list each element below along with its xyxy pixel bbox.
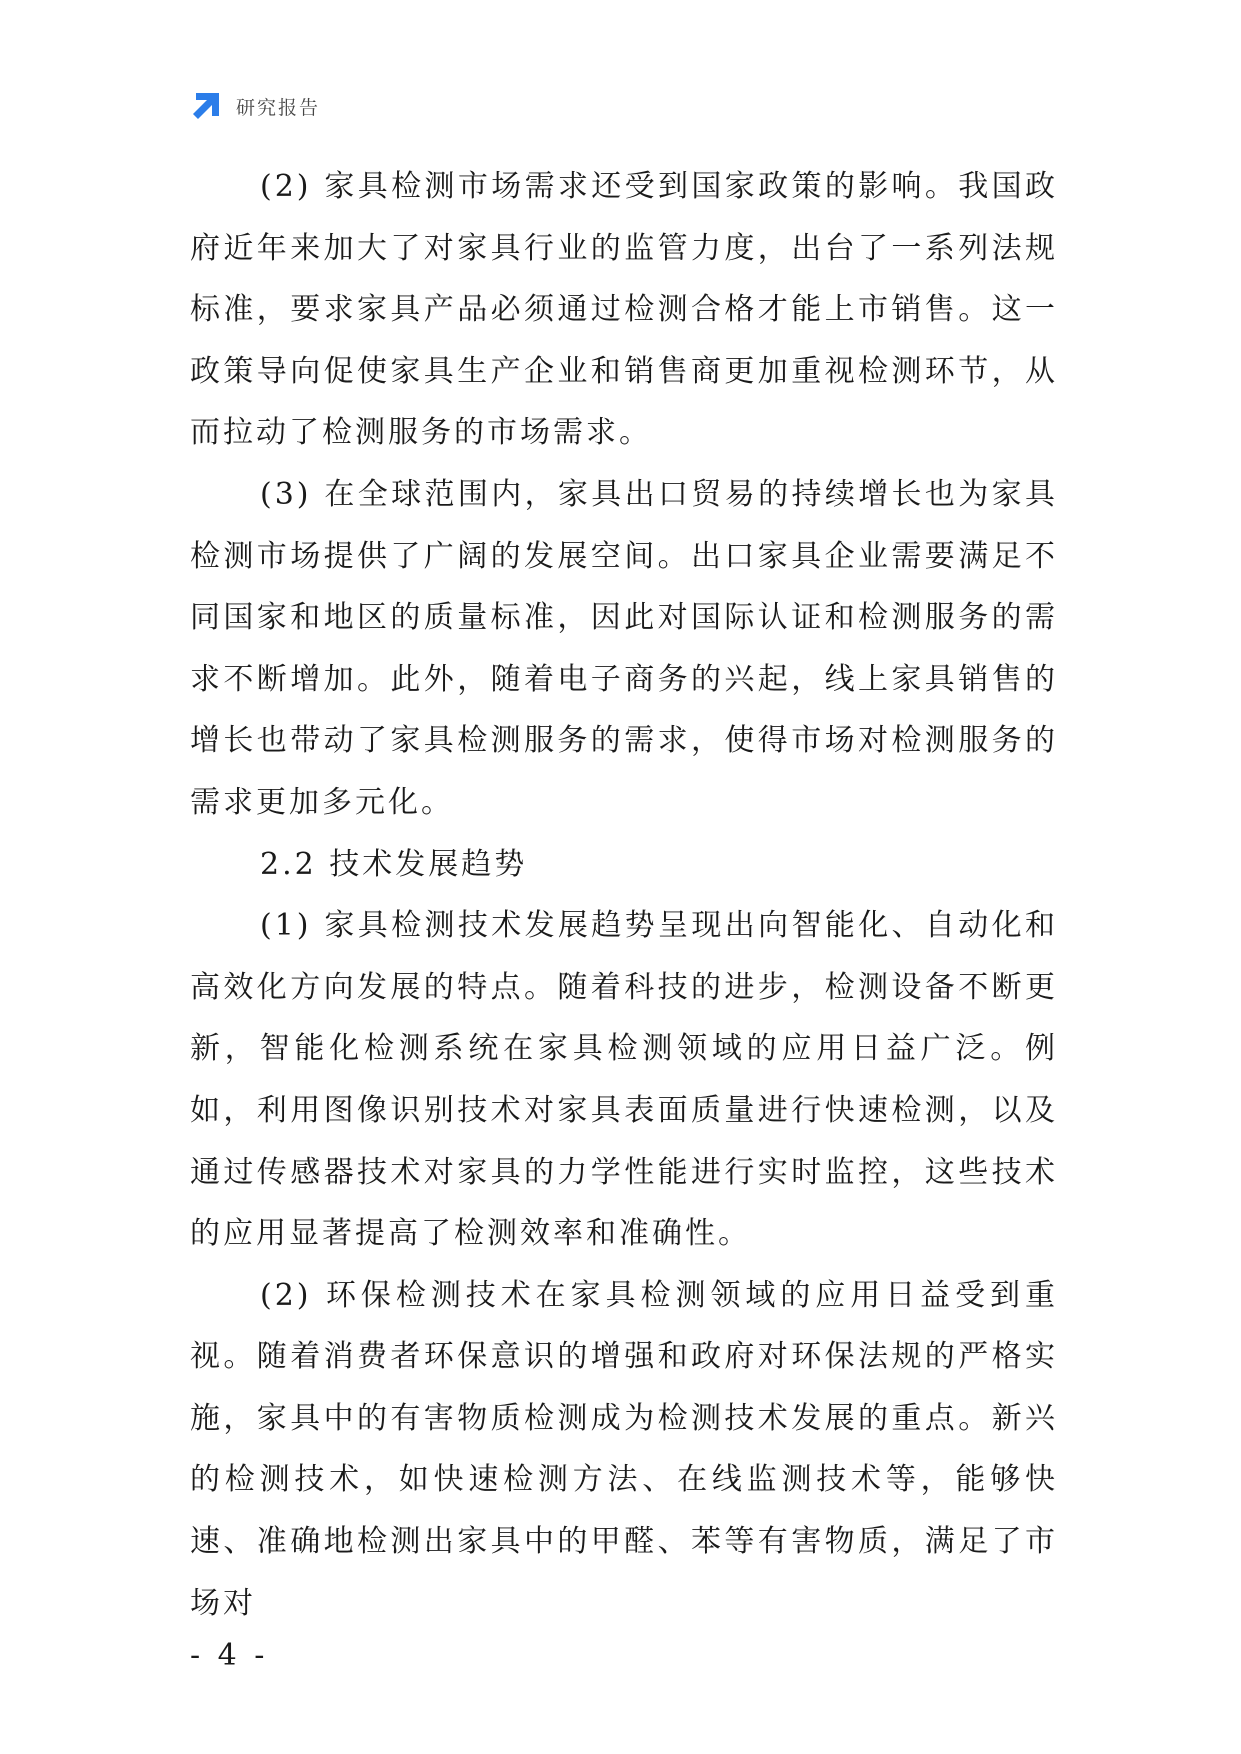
section-heading: 2.2 技术发展趋势	[260, 846, 528, 882]
paragraph-policy-influence: (2) 家具检测市场需求还受到国家政策的影响。我国政府近年来加大了对家具行业的监管力度，出台了一系列法规标准，要求家具产品必须通过检测合格才能上市销售。这一政策导向促使家具生产企业和销售商更加重视检测环节，从而拉动了检测服务的市场需求。	[190, 169, 1058, 451]
page-number: - 4 -	[190, 1638, 269, 1673]
paragraph-export-trade: (3) 在全球范围内，家具出口贸易的持续增长也为家具检测市场提供了广阔的发展空间。出口家具企业需要满足不同国家和地区的质量标准，因此对国际认证和检测服务的需求不断增加。此外，随着电子商务的兴起，线上家具销售的增长也带动了家具检测服务的需求，使得市场对检测服务的需求更加多元化。	[190, 476, 1058, 820]
header-title: 研究报告	[236, 96, 321, 119]
paragraph-environmental-testing: (2) 环保检测技术在家具检测领域的应用日益受到重视。随着消费者环保意识的增强和政府对环保法规的严格实施，家具中的有害物质检测成为检测技术发展的重点。新兴的检测技术，如快速检测方法、在线监测技术等，能够快速、准确地检测出家具中的甲醛、苯等有害物质，满足了市场对	[190, 1277, 1058, 1621]
document-body	[190, 156, 1058, 1634]
arrow-up-right-icon	[190, 90, 222, 122]
page-header	[190, 90, 320, 122]
paragraph-intelligent-testing: (1) 家具检测技术发展趋势呈现出向智能化、自动化和高效化方向发展的特点。随着科技的进步，检测设备不断更新，智能化检测系统在家具检测领域的应用日益广泛。例如，利用图像识别技术对家具表面质量进行快速检测，以及通过传感器技术对家具的力学性能进行实时监控，这些技术的应用显著提高了检测效率和准确性。	[190, 908, 1058, 1252]
